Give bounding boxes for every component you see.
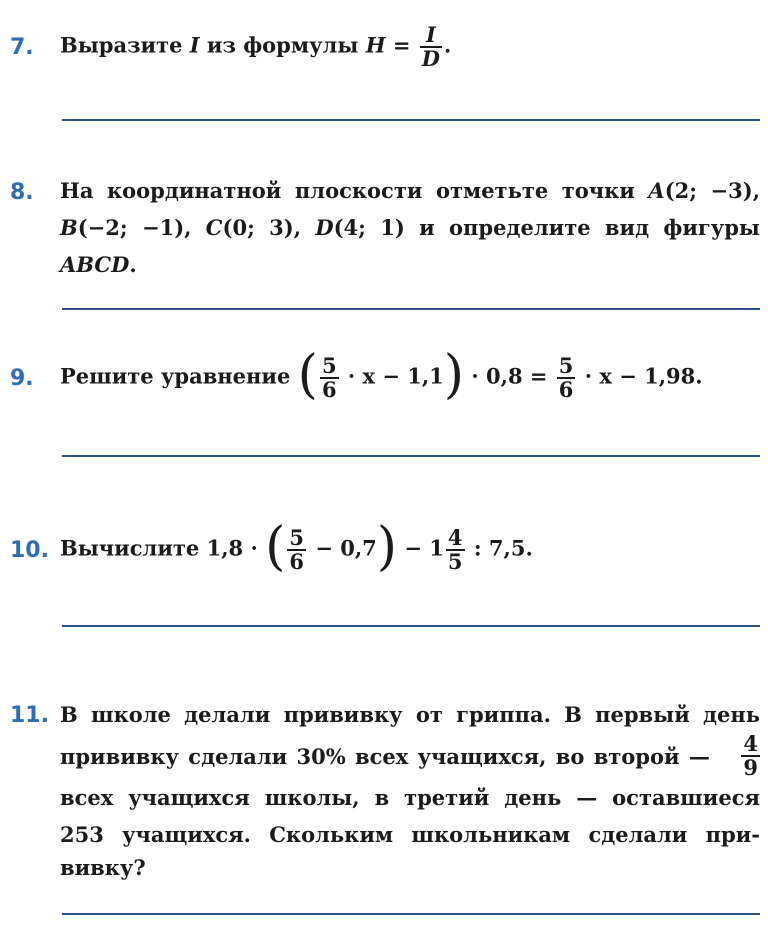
task-text: Решите уравнение ( $\frac{5}{6}$ · x − 1,1) · 0,8 = $\frac{5}{6}$ · x − 1,98. <box>60 345 703 405</box>
task-text: Выразите I из формулы H = $\frac{I}{D}$ . <box>60 22 452 72</box>
task-number: 11. <box>10 703 49 728</box>
task-text: В школе делали прививку от гриппа. В первый день прививку сделали 30% всех учащихся, во второй — $\frac{4}{9}$ всех учащихся школы, в третий день — оставшиеся 253 учащихся. Скольким школьникам сделали при- вивку? <box>60 702 760 880</box>
answer-line[interactable] <box>62 625 760 627</box>
answer-line[interactable] <box>62 119 760 121</box>
task-text: На координатной плоскости отметьте точки A(2; −3), B(−2; −1), C(0; 3), D(4; 1) и определите вид фигуры ABCD. <box>60 178 761 277</box>
task-number: 7. <box>10 35 34 60</box>
task-number: 10. <box>10 538 49 563</box>
task-number: 9. <box>10 366 34 391</box>
fraction: $\frac{I}{D}$ <box>421 22 440 72</box>
answer-line[interactable] <box>62 308 760 310</box>
answer-line[interactable] <box>62 455 760 457</box>
task-number: 8. <box>10 180 34 205</box>
answer-line[interactable] <box>62 913 760 915</box>
task-text: Вычислите 1,8 · ( $\frac{5}{6}$ − 0,7) − 1 $\frac{4}{5}$ : 7,5. <box>60 517 533 577</box>
